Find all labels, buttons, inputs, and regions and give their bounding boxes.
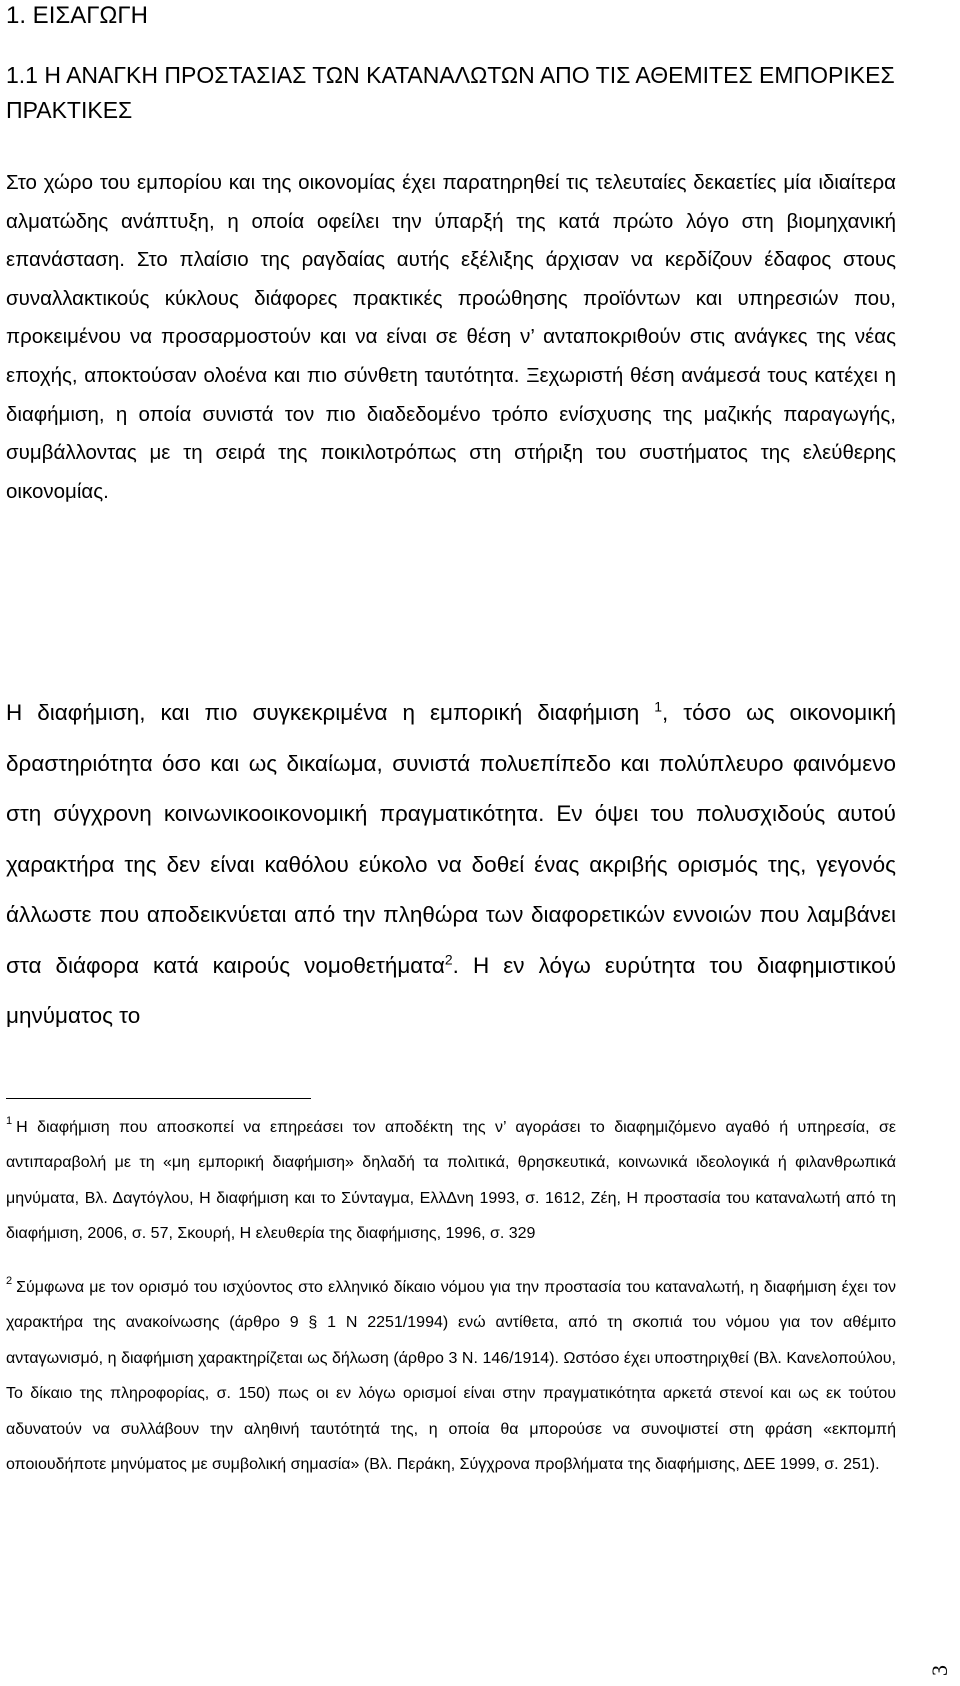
footnote-ref-1[interactable]: 1 xyxy=(654,698,663,715)
chapter-heading: 1. ΕΙΣΑΓΩΓΗ xyxy=(6,2,148,29)
page-number: 3 xyxy=(927,1665,952,1676)
footnote-2 xyxy=(6,1270,896,1482)
body-paragraph-2-text-c: . Η εν λόγω ευρύτητα του διαφημιστικού μηνύματος το xyxy=(6,952,896,1028)
body-paragraph-2 xyxy=(6,688,896,1042)
footnote-separator xyxy=(6,1098,311,1099)
footnote-1-text: Η διαφήμιση που αποσκοπεί να επηρεάσει τον αποδέκτη της ν’ αγοράσει το διαφημιζόμενο αγαθό ή υπηρεσία, σε αντιπαραβολή με τη «μη εμπορική διαφήμιση» δηλαδή τα πολιτικά, θρησκευτικά, κοινωνικά ιδεολογικά ή φιλανθρωπικά μηνύματα, Βλ. Δαγτόγλου, Η διαφήμιση και το Σύνταγμα, ΕλλΔνη 1993, σ. 1612, Ζέη, Η προστασία του καταναλωτή από τη διαφήμιση, 2006, σ. 57, Σκουρή, Η ελευθερία της διαφήμισης, 1996, σ. 329 xyxy=(6,1119,896,1243)
footnote-1-mark: 1 xyxy=(6,1115,13,1127)
body-paragraph-2-text-a: Η διαφήμιση, και πιο συγκεκριμένα η εμπορική διαφήμιση xyxy=(6,700,655,725)
footnote-2-text: Σύμφωνα με τον ορισμό του ισχύοντος στο ελληνικό δίκαιο νόμου για την προστασία του καταναλωτή, η διαφήμιση έχει τον χαρακτήρα της ανακοίνωσης (άρθρο 9 § 1 Ν 2251/1994) ενώ αντίθετα, από τη σκοπιά του νόμου για τον αθέμιτο ανταγωνισμό, η διαφήμιση χαρακτηρίζεται ως δήλωση (άρθρο 3 Ν. 146/1914). Ωστόσο έχει υποστηριχθεί (Βλ. Κανελοπούλου, Το δίκαιο της πληροφορίας, σ. 150) πως οι εν λόγω ορισμοί είναι στην πραγματικότητα αρκετά στενοί και ως εκ τούτου αδυνατούν να συλλάβουν την αληθινή ταυτότητά της, η οποία θα μπορούσε να συνοψιστεί στη φράση «εκπομπή οποιουδήποτε μηνύματος με συμβολική σημασία» (Βλ. Περάκη, Σύγχρονα προβλήματα της διαφήμισης, ΔΕΕ 1999, σ. 251). xyxy=(6,1279,896,1474)
body-paragraph-2-text-b: , τόσο ως οικονομική δραστηριότητα όσο και ως δικαίωμα, συνιστά πολυεπίπεδο και πολύπλευρο φαινόμενο στη σύγχρονη κοινωνικοοικονομική πραγματικότητα. Εν όψει του πολυσχιδούς αυτού χαρακτήρα της δεν είναι καθόλου εύκολο να δοθεί ένας ακριβής ορισμός της, γεγονός άλλωστε που αποδεικνύεται από την πληθώρα των διαφορετικών εννοιών που λαμβάνει στα διάφορα κατά καιρούς νομοθετήματα xyxy=(6,700,896,978)
footnote-ref-2[interactable]: 2 xyxy=(444,951,453,967)
footnote-2-mark: 2 xyxy=(6,1275,13,1287)
footnote-1 xyxy=(6,1110,896,1252)
body-paragraph-1: Στο χώρο του εμπορίου και της οικονομίας έχει παρατηρηθεί τις τελευταίες δεκαετίες μία ιδιαίτερα αλματώδης ανάπτυξη, η οποία οφείλει την ύπαρξή της κατά πρώτο λόγο στη βιομηχανική επανάσταση. Στο πλαίσιο της ραγδαίας αυτής εξέλιξης άρχισαν να κερδίζουν έδαφος στους συναλλακτικούς κύκλους διάφορες πρακτικές προώθησης προϊόντων και υπηρεσιών που, προκειμένου να προσαρμοστούν και να είναι σε θέση ν’ ανταποκριθούν στις ανάγκες της νέας εποχής, αποκτούσαν ολοένα και πιο σύνθετη ταυτότητα. Ξεχωριστή θέση ανάμεσά τους κατέχει η διαφήμιση, η οποία συνιστά τον πιο διαδεδομένο τρόπο ενίσχυσης της μαζικής παραγωγής, συμβάλλοντας με τη σειρά της ποικιλοτρόπως στη στήριξη του συστήματος της ελεύθερης οικονομίας. xyxy=(6,171,896,503)
section-heading: 1.1 Η ΑΝΑΓΚΗ ΠΡΟΣΤΑΣΙΑΣ ΤΩΝ ΚΑΤΑΝΑΛΩΤΩΝ ΑΠΟ ΤΙΣ ΑΘΕΜΙΤΕΣ ΕΜΠΟΡΙΚΕΣ ΠΡΑΚΤΙΚΕΣ xyxy=(6,62,895,123)
